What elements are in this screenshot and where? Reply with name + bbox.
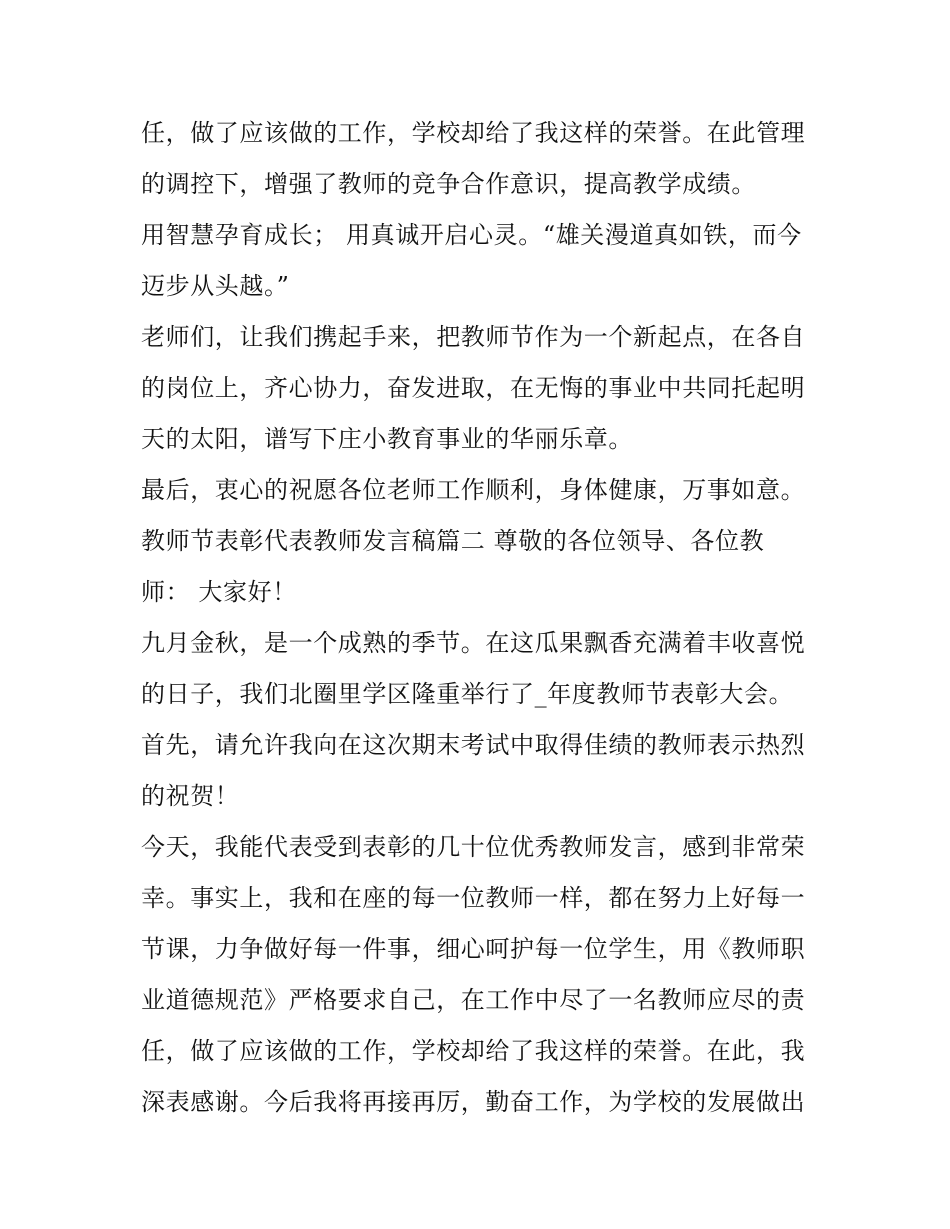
text-line: 任，做了应该做的工作，学校却给了我这样的荣誉。在此管理	[141, 119, 806, 147]
text-line: 迈步从头越。”	[141, 272, 290, 300]
text-line: 今天，我能代表受到表彰的几十位优秀教师发言，感到非常荣	[141, 833, 806, 861]
text-line: 深表感谢。今后我将再接再厉，勤奋工作，为学校的发展做出	[141, 1088, 806, 1116]
text-line: 最后，衷心的祝愿各位老师工作顺利，身体健康，万事如意。	[141, 476, 806, 504]
text-line: 的调控下，增强了教师的竞争合作意识，提高教学成绩。	[141, 170, 756, 198]
text-line: 天的太阳，谱写下庄小教育事业的华丽乐章。	[141, 425, 633, 453]
text-line: 师： 大家好！	[141, 578, 297, 606]
text-line: 的祝贺！	[141, 782, 240, 810]
text-line: 幸。事实上，我和在座的每一位教师一样，都在努力上好每一	[141, 884, 806, 912]
text-line: 任，做了应该做的工作，学校却给了我这样的荣誉。在此，我	[141, 1037, 806, 1065]
text-line: 的日子，我们北圈里学区隆重举行了_年度教师节表彰大会。	[141, 680, 794, 708]
text-line: 教师节表彰代表教师发言稿篇二 尊敬的各位领导、各位教	[141, 527, 765, 555]
text-line: 节课，力争做好每一件事，细心呵护每一位学生，用《教师职	[141, 935, 806, 963]
text-line: 的岗位上，齐心协力，奋发进取，在无悔的事业中共同托起明	[141, 374, 806, 402]
document-body	[141, 108, 821, 1128]
text-line: 老师们，让我们携起手来，把教师节作为一个新起点，在各自	[141, 323, 806, 351]
text-line: 业道德规范》严格要求自己，在工作中尽了一名教师应尽的责	[141, 986, 806, 1014]
text-line: 九月金秋，是一个成熟的季节。在这瓜果飘香充满着丰收喜悦	[141, 629, 806, 657]
text-line: 用智慧孕育成长； 用真诚开启心灵。“雄关漫道真如铁，而今	[141, 221, 802, 249]
text-line: 首先，请允许我向在这次期末考试中取得佳绩的教师表示热烈	[141, 731, 806, 759]
